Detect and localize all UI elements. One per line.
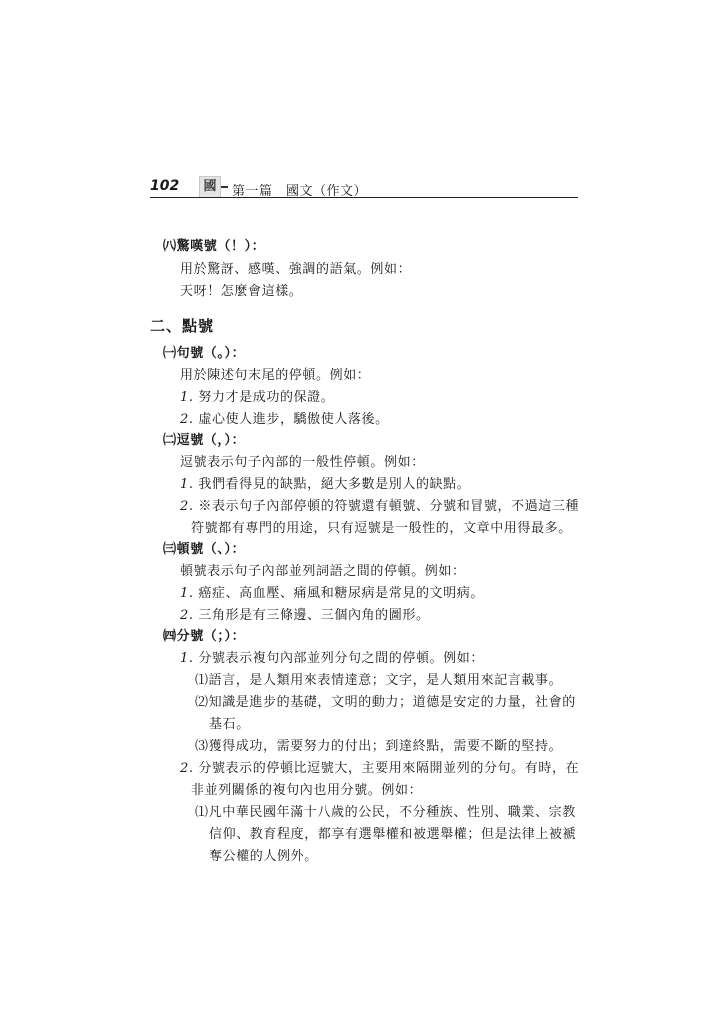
list-item (180, 408, 389, 427)
sub-continuation: 奪公權的人例外。 (209, 849, 318, 864)
sub-text: 知識是進步的基礎，文明的動力；道德是安定的力量，社會的 (208, 695, 576, 710)
item-text: 分號表示的停頓比逗號大，主要用來隔開並列的分句。有時，在 (198, 761, 580, 776)
item-number: 1. (180, 586, 194, 601)
sub-number: ⑵ (195, 695, 209, 710)
item-number: 2. (180, 412, 194, 427)
running-header: 第一篇 國文（作文） (232, 184, 368, 199)
list-item (180, 604, 430, 623)
list-item (180, 647, 484, 666)
item-text: 三角形是有三條邊、三個內角的圖形。 (198, 608, 430, 623)
sub-number: ⑴ (195, 673, 209, 688)
exclamation-example: 天呀！怎麼會這樣。 (180, 284, 303, 299)
item-text: 虛心使人進步，驕傲使人落後。 (198, 412, 389, 427)
sub-number: ⑴ (195, 805, 209, 820)
period-heading: ㈠句號（。）： (163, 346, 246, 361)
sub-number: ⑶ (195, 739, 209, 754)
section-title: 二、點號 (150, 317, 215, 335)
list-item (180, 386, 334, 405)
item-number: 1. (180, 390, 194, 405)
item-text: 癌症、高血壓、痛風和糖尿病是常見的文明病。 (198, 586, 484, 601)
sub-continuation: 信仰、教育程度，都享有選舉權和被選舉權；但是法律上被褫 (209, 827, 577, 842)
item-continuation: 符號都有專門的用途，只有逗號是一般性的，文章中用得最多。 (191, 521, 572, 536)
exclamation-desc: 用於驚訝、感嘆、強調的語氣。例如： (180, 262, 412, 277)
item-number: 2. (180, 608, 194, 623)
sub-text: 語言，是人類用來表情達意；文字，是人類用來記言載事。 (208, 673, 563, 688)
sub-item (195, 801, 576, 820)
list-item (180, 582, 484, 601)
item-number: 2. (180, 499, 194, 514)
period-desc: 用於陳述句末尾的停頓。例如： (180, 368, 371, 383)
sub-continuation: 基石。 (209, 717, 250, 732)
sub-item (195, 669, 562, 688)
book-logo: 國 (199, 176, 221, 198)
list-item (180, 473, 470, 492)
sub-text: 凡中華民國年滿十八歲的公民，不分種族、性別、職業、宗教 (208, 805, 576, 820)
sub-text: 獲得成功，需要努力的付出；到達終點，需要不斷的堅持。 (208, 739, 563, 754)
list-item (180, 757, 579, 776)
sub-item (195, 735, 562, 754)
page-number: 102 (150, 178, 180, 194)
header-rule (150, 197, 578, 198)
item-number: 1. (180, 651, 194, 666)
logo-divider (221, 186, 228, 188)
list-item (180, 495, 579, 514)
sub-item (195, 691, 576, 710)
semicolon-heading: ㈣分號（；）： (163, 629, 246, 644)
item-text: ※表示句子內部停頓的符號還有頓號、分號和冒號，不過這三種 (198, 499, 580, 514)
item-continuation: 非並列關係的複句內也用分號。例如： (191, 783, 423, 798)
item-text: 分號表示複句內部並列分句之間的停頓。例如： (198, 651, 484, 666)
dunhao-desc: 頓號表示句子內部並列詞語之間的停頓。例如： (180, 564, 466, 579)
item-number: 1. (180, 477, 194, 492)
item-number: 2. (180, 761, 194, 776)
exclamation-heading: ㈧驚嘆號（！）： (163, 239, 266, 254)
comma-heading: ㈡逗號（，）： (163, 433, 246, 448)
item-text: 我們看得見的缺點，絕大多數是別人的缺點。 (198, 477, 471, 492)
item-text: 努力才是成功的保證。 (198, 390, 335, 405)
dunhao-heading: ㈢頓號（、）： (163, 542, 246, 557)
comma-desc: 逗號表示句子內部的一般性停頓。例如： (180, 455, 425, 470)
